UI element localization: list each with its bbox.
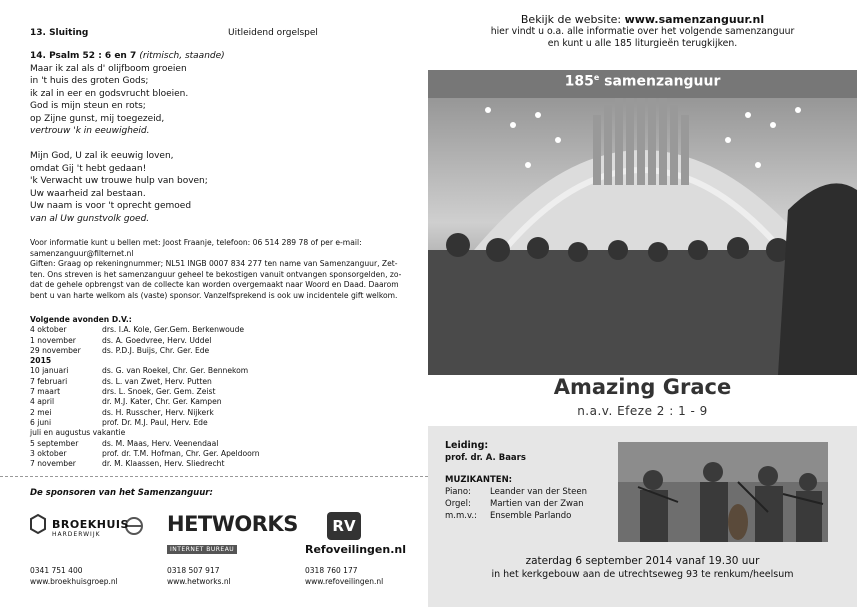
schedule-row — [30, 397, 420, 407]
event-location: in het kerkgebouw aan de utrechtseweg 93 te renkum/heelsum — [491, 569, 794, 580]
hetworks-sub: INTERNET BUREAU — [167, 545, 237, 554]
event-date: zaterdag 6 september 2014 vanaf 19.30 uur — [525, 555, 760, 567]
schedule-row — [30, 377, 420, 387]
stanza-line: Uw waarheid zal bestaan. — [30, 188, 146, 199]
schedule-row — [30, 366, 420, 376]
info-line: Giften: Graag op rekeningnummer; NL51 INGB 0007 834 277 ten name van Samenzanguur, Zet- — [30, 259, 398, 269]
website-line-2: hier vindt u o.a. alle informatie over het volgende samenzanguur — [490, 26, 795, 37]
schedule-speaker: ds. L. van Zwet, Herv. Putten — [102, 376, 212, 386]
psalm-title-line — [30, 50, 410, 63]
item-13-description: Uitleidend orgelspel — [228, 28, 318, 38]
stanza-line: van al Uw gunstvolk goed. — [30, 213, 150, 224]
stanza-line: op Zijne gunst, mij toegezeid, — [30, 113, 165, 124]
schedule-late — [30, 439, 420, 470]
musician-name: Leander van der Steen — [490, 487, 587, 497]
schedule-row — [30, 346, 420, 356]
schedule-row — [30, 459, 420, 469]
psalm-title: 14. Psalm 52 : 6 en 7 — [30, 51, 137, 61]
psalm-block — [30, 50, 410, 225]
schedule-date: 7 november — [30, 459, 76, 469]
broekhuis-sub: HARDERWIJK — [52, 531, 101, 538]
muzikanten-label: MUZIKANTEN: — [445, 475, 513, 485]
hetworks-name: HETWORKS — [167, 512, 298, 536]
musician-role: Piano: — [445, 487, 471, 497]
details-panel — [428, 426, 857, 607]
musician-role: Orgel: — [445, 499, 471, 509]
concert-subtitle: n.a.v. Efeze 2 : 1 - 9 — [577, 404, 708, 418]
divider — [0, 476, 428, 477]
sponsors-title: De sponsoren van het Samenzanguur: — [30, 488, 213, 498]
schedule-speaker: ds. M. Maas, Herv. Veenendaal — [102, 438, 219, 448]
stanza-line: ik zal in eer en godsvrucht bloeien. — [30, 88, 189, 99]
contact-info — [30, 238, 415, 302]
edition-label: samenzanguur — [599, 73, 721, 90]
psalm-note: (ritmisch, staande) — [139, 51, 225, 61]
orchestra-photo — [618, 442, 828, 542]
phone: 0341 751 400 — [30, 566, 83, 575]
schedule-speaker: dr. M. Klaassen, Herv. Sliedrecht — [102, 459, 225, 469]
info-line: ten. Ons streven is het samenzanguur geheel te bekostigen vanuit ontvangen sponsorgelden, zo- — [30, 269, 402, 279]
schedule-date: 10 januari — [30, 366, 69, 376]
website: www.refoveilingen.nl — [305, 576, 384, 586]
sponsor-broekhuis-contact — [30, 566, 118, 587]
schedule-date: 2 mei — [30, 407, 52, 417]
info-line: Voor informatie kunt u bellen met: Joost Fraanje, telefoon: 06 514 289 78 of per e-mail: — [30, 238, 362, 247]
stanza-line: vertrouw 'k in eeuwigheid. — [30, 126, 150, 136]
church-interior-photo — [428, 70, 857, 375]
sponsor-refoveilingen-contact — [305, 566, 383, 587]
musician-row — [445, 486, 587, 498]
schedule-vacation: juli en augustus vakantie — [30, 428, 126, 438]
schedule-row — [30, 449, 420, 459]
schedule-speaker: prof. dr. T.M. Hofman, Chr. Ger. Apeldoorn — [102, 448, 260, 458]
schedule-date: 5 september — [30, 438, 79, 448]
musician-row — [445, 510, 587, 522]
musician-name: Martien van der Zwan — [490, 499, 584, 509]
left-page — [0, 0, 428, 607]
leiding-name: prof. dr. A. Baars — [445, 453, 526, 463]
schedule-speaker: ds. H. Russcher, Herv. Nijkerk — [102, 407, 214, 417]
sponsor-hetworks-contact — [167, 566, 231, 587]
stanza-line: Maar ik zal als d' olijfboom groeien — [30, 63, 187, 74]
stanza-line: Uw naam is voor 't oprecht gemoed — [30, 201, 192, 211]
website: www.broekhuisgroep.nl — [30, 576, 118, 586]
credits — [445, 440, 587, 522]
schedule-row — [30, 408, 420, 418]
schedule-speaker: drs. L. Snoek, Ger. Gem. Zeist — [102, 387, 216, 397]
rv-badge-icon: RV — [327, 512, 361, 540]
schedule-speaker: ds. P.D.J. Buijs, Chr. Ger. Ede — [102, 345, 210, 355]
musician-role: m.m.v.: — [445, 511, 477, 521]
schedule-2015 — [30, 366, 420, 428]
website-notice — [428, 14, 857, 50]
website-line-1 — [428, 14, 857, 26]
schedule-title: Volgende avonden D.V.: — [30, 315, 132, 324]
schedule-date: 7 maart — [30, 387, 61, 397]
schedule-date: 4 april — [30, 397, 55, 407]
schedule-speaker: dr. M.J. Kater, Chr. Ger. Kampen — [102, 397, 222, 407]
schedule-speaker: drs. I.A. Kole, Ger.Gem. Berkenwoude — [102, 325, 245, 335]
concert-title: Amazing Grace — [553, 375, 732, 399]
stanza-line: in 't huis des groten Gods; — [30, 76, 149, 86]
schedule-date: 7 februari — [30, 376, 68, 386]
schedule-date: 1 november — [30, 335, 76, 345]
musician-row — [445, 498, 587, 510]
edition-band — [428, 70, 857, 98]
edition-title — [428, 73, 857, 90]
item-13-number: 13. Sluiting — [30, 28, 89, 38]
schedule — [30, 315, 420, 469]
broekhuis-name: BROEKHUIS — [52, 518, 129, 531]
info-line: bent u van harte welkom als (vaste) sponsor. Vanzelfsprekend is ook uw incidentele gift welkom. — [30, 290, 398, 300]
schedule-speaker: ds. A. Goedvree, Herv. Uddel — [102, 335, 212, 345]
schedule-speaker: ds. G. van Roekel, Chr. Ger. Bennekom — [102, 366, 249, 376]
website-line-3: en kunt u alle 185 liturgieën terugkijken. — [547, 38, 738, 49]
schedule-date: 4 oktober — [30, 325, 67, 335]
schedule-date: 6 juni — [30, 417, 52, 427]
stanza-line: Mijn God, U zal ik eeuwig loven, — [30, 151, 174, 161]
website: www.hetworks.nl — [167, 576, 231, 586]
schedule-speaker: prof. Dr. M.J. Paul, Herv. Ede — [102, 417, 208, 427]
schedule-2014 — [30, 325, 420, 356]
sponsor-hetworks-logo — [167, 512, 302, 555]
musician-name: Ensemble Parlando — [490, 511, 572, 521]
stanza-1 — [30, 63, 410, 138]
edition-number: 185 — [564, 73, 594, 90]
info-email: samenzanguur@filternet.nl — [30, 248, 134, 258]
schedule-row — [30, 325, 420, 335]
stanza-line: omdat Gij 't hebt gedaan! — [30, 163, 147, 174]
edition-suffix: e — [593, 73, 600, 82]
schedule-year-2015: 2015 — [30, 356, 52, 366]
stanza-line: 'k Verwacht uw trouwe hulp van boven; — [30, 176, 208, 186]
schedule-row — [30, 336, 420, 346]
event-details — [428, 554, 857, 582]
refoveilingen-name: Refoveilingen.nl — [305, 543, 406, 556]
schedule-date: 3 oktober — [30, 448, 67, 458]
schedule-date: 29 november — [30, 345, 81, 355]
website-url: www.samenzanguur.nl — [624, 13, 765, 26]
phone: 0318 507 917 — [167, 566, 220, 575]
website-prefix: Bekijk de website: — [520, 13, 625, 26]
schedule-row — [30, 439, 420, 449]
phone: 0318 760 177 — [305, 566, 358, 575]
right-page — [428, 0, 857, 607]
sponsor-broekhuis-logo — [28, 512, 163, 546]
leiding-label: Leiding: — [445, 440, 489, 451]
schedule-row — [30, 387, 420, 397]
stanza-2 — [30, 150, 410, 225]
schedule-row — [30, 418, 420, 428]
stanza-line: God is mijn steun en rots; — [30, 101, 146, 111]
info-line: dat de gehele opbrengst van de collecte kan worden overgemaakt naar Woord en Daad. Daarom — [30, 280, 399, 290]
